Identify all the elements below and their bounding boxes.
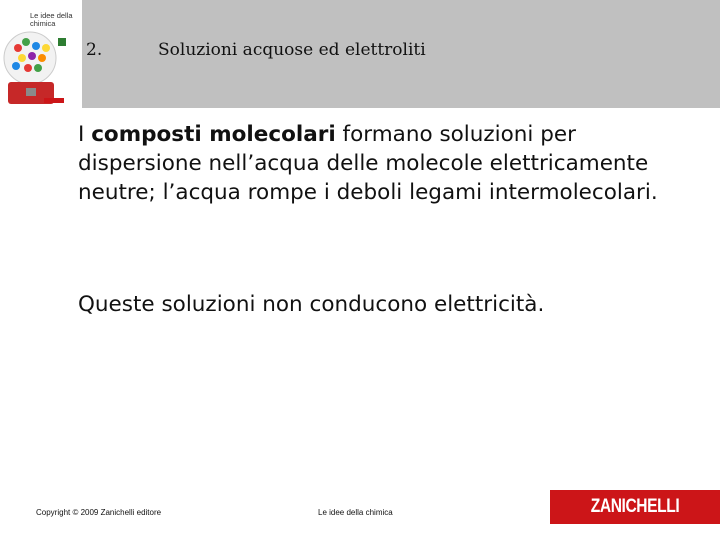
slide-title: Soluzioni acquose ed elettroliti: [158, 40, 426, 60]
cover-title-line2: chimica: [30, 19, 56, 28]
p1-bold-term: composti molecolari: [91, 122, 336, 147]
cover-title-line1: Le idee della: [30, 11, 73, 20]
footer-copyright: Copyright © 2009 Zanichelli editore: [36, 508, 162, 517]
p1-rest: formano soluzioni per dispersione nell’acqua delle molecole elettricamente neutre; l’acqua rompe i deboli legami intermolecolari.: [78, 122, 658, 205]
logo-text: ZANICHELLI: [590, 496, 680, 517]
footer-book-title: Le idee della chimica: [318, 508, 393, 517]
body-paragraph-1: [78, 120, 678, 207]
header-bar: [0, 0, 720, 108]
zanichelli-logo: [550, 490, 720, 524]
book-cover-image: [0, 0, 82, 108]
p1-intro: I: [78, 122, 92, 147]
body-paragraph-2: Queste soluzioni non conducono elettricità.: [78, 292, 545, 317]
section-number: 2.: [86, 40, 103, 60]
